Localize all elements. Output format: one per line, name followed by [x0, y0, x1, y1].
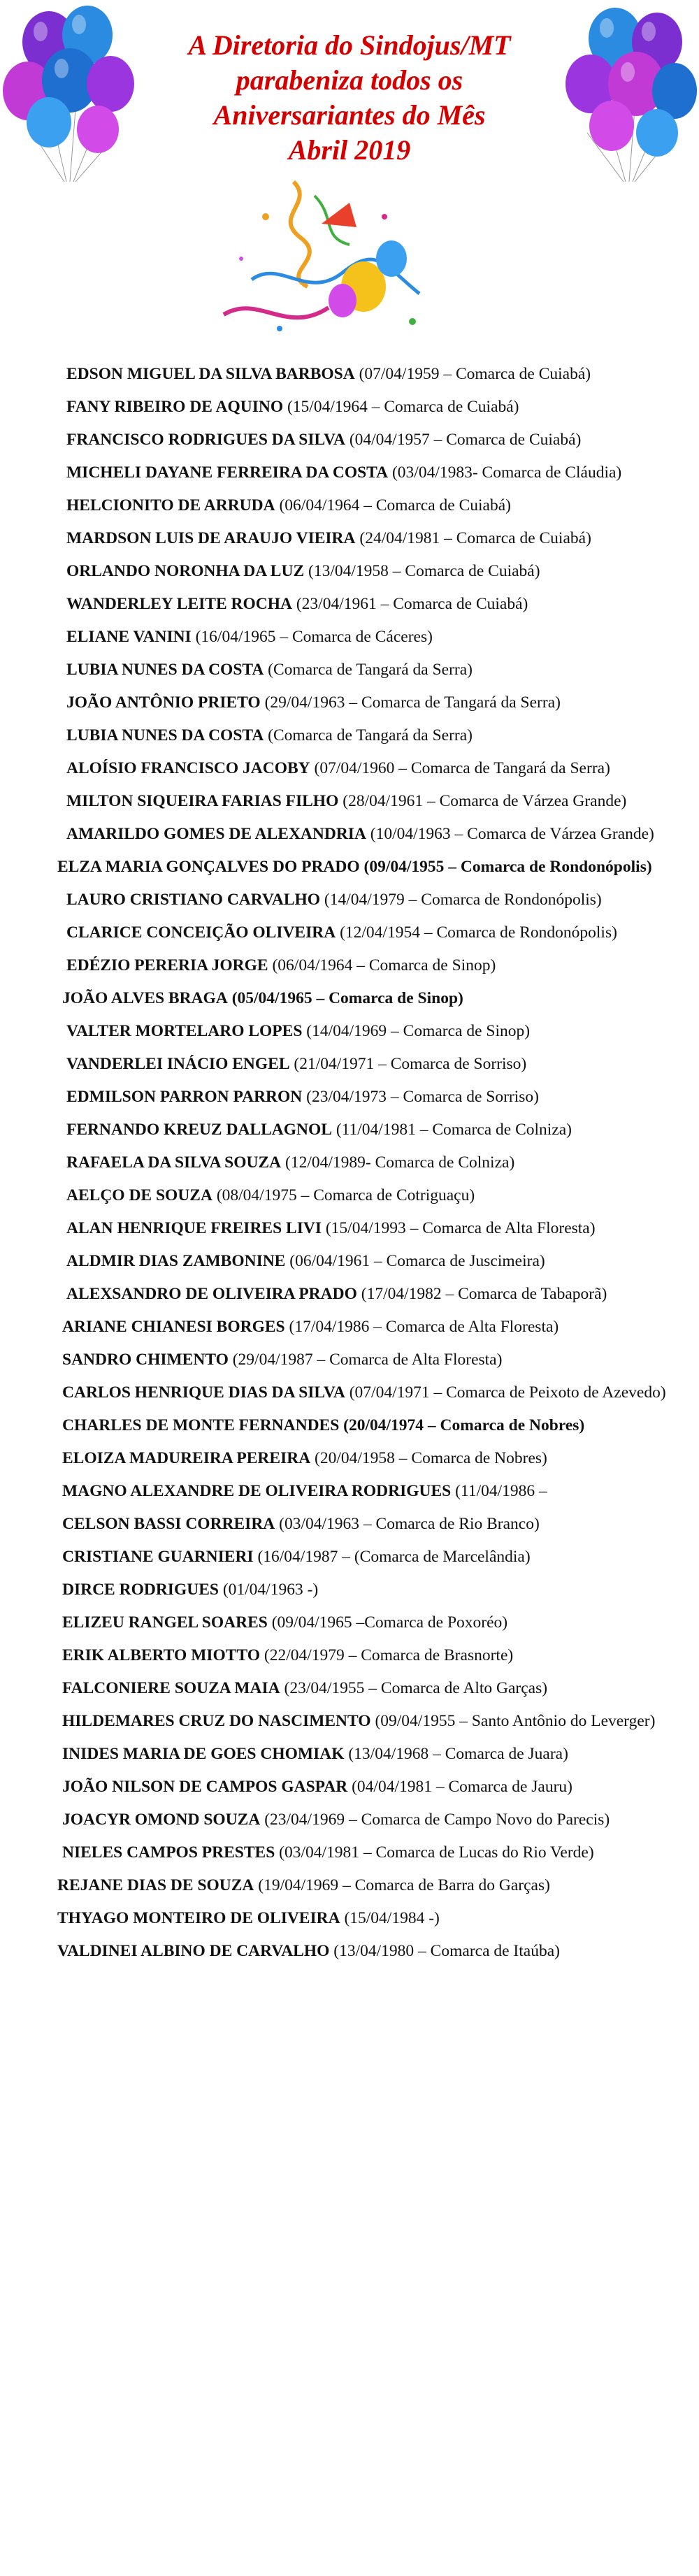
member-name: JOÃO NILSON DE CAMPOS GASPAR	[62, 1778, 348, 1796]
member-details: (07/04/1960 – Comarca de Tangará da Serra)	[314, 759, 610, 777]
list-item	[66, 1249, 682, 1282]
member-details: (Comarca de Tangará da Serra)	[268, 661, 473, 679]
member-name: WANDERLEY LEITE ROCHA	[66, 595, 292, 613]
list-item	[66, 789, 682, 822]
list-item	[62, 1348, 682, 1381]
member-details: (06/04/1964 – Comarca de Cuiabá)	[279, 496, 511, 515]
party-serpentine-icon	[210, 175, 440, 350]
member-name: DIRCE RODRIGUES	[62, 1581, 219, 1599]
member-name: CRISTIANE GUARNIERI	[62, 1548, 254, 1566]
list-item	[66, 822, 682, 855]
member-details: (11/04/1981 – Comarca de Colniza)	[336, 1121, 572, 1139]
title-line: A Diretoria do Sindojus/MT	[188, 29, 511, 61]
list-item	[66, 1183, 682, 1216]
member-name: ARIANE CHIANESI BORGES	[62, 1318, 285, 1336]
member-name: INIDES MARIA DE GOES CHOMIAK	[62, 1745, 345, 1763]
member-details: (03/04/1983- Comarca de Cláudia)	[391, 463, 622, 482]
member-name: FALCONIERE SOUZA MAIA	[62, 1679, 280, 1697]
member-name: REJANE DIAS DE SOUZA	[57, 1876, 254, 1894]
member-name: ORLANDO NORONHA DA LUZ	[66, 562, 305, 580]
member-details: (09/04/1955 – Comarca de Rondonópolis)	[363, 858, 652, 876]
member-name: CHARLES DE MONTE FERNANDES	[62, 1416, 340, 1434]
balloons-right-icon	[559, 0, 699, 189]
member-name: MAGNO ALEXANDRE DE OLIVEIRA RODRIGUES	[62, 1482, 452, 1500]
member-details: (15/04/1993 – Comarca de Alta Floresta)	[325, 1219, 596, 1237]
member-details: (04/04/1981 – Comarca de Jauru)	[352, 1778, 572, 1796]
member-details: (23/04/1969 – Comarca de Campo Novo do Parecis)	[264, 1811, 610, 1829]
list-item	[62, 1545, 682, 1578]
member-name: AELÇO DE SOUZA	[66, 1186, 212, 1204]
member-details: (12/04/1989- Comarca de Colniza)	[285, 1153, 515, 1172]
member-name: NIELES CAMPOS PRESTES	[62, 1843, 275, 1862]
list-item	[66, 1085, 682, 1118]
member-details: (14/04/1969 – Comarca de Sinop)	[306, 1022, 531, 1040]
list-item	[62, 1709, 682, 1742]
member-details: (19/04/1969 – Comarca de Barra do Garças)	[258, 1876, 550, 1894]
list-item	[62, 1512, 682, 1545]
list-item	[66, 724, 682, 756]
member-name: MILTON SIQUEIRA FARIAS FILHO	[66, 792, 339, 810]
list-item	[57, 855, 682, 888]
member-details: (12/04/1954 – Comarca de Rondonópolis)	[340, 923, 617, 942]
member-details: (20/04/1974 – Comarca de Nobres)	[343, 1416, 585, 1434]
member-name: ALAN HENRIQUE FREIRES LIVI	[66, 1219, 322, 1237]
member-name: ALDMIR DIAS ZAMBONINE	[66, 1252, 286, 1270]
member-details: (08/04/1975 – Comarca de Cotriguaçu)	[216, 1186, 475, 1204]
list-item	[66, 559, 682, 592]
list-item	[62, 1841, 682, 1873]
member-name: CLARICE CONCEIÇÃO OLIVEIRA	[66, 923, 336, 942]
list-item	[57, 1873, 682, 1906]
member-details: (13/04/1968 – Comarca de Juara)	[348, 1745, 568, 1763]
list-item	[66, 954, 682, 986]
list-item	[57, 1906, 682, 1939]
member-name: THYAGO MONTEIRO DE OLIVEIRA	[57, 1909, 340, 1927]
member-name: VANDERLEI INÁCIO ENGEL	[66, 1055, 290, 1073]
member-details: (04/04/1957 – Comarca de Cuiabá)	[349, 431, 582, 449]
member-name: ALEXSANDRO DE OLIVEIRA PRADO	[66, 1285, 357, 1303]
member-details: (16/04/1987 – (Comarca de Marcelândia)	[257, 1548, 531, 1566]
list-item	[66, 691, 682, 724]
member-details: (13/04/1958 – Comarca de Cuiabá)	[308, 562, 540, 580]
member-details: (14/04/1979 – Comarca de Rondonópolis)	[324, 891, 602, 909]
member-name: ERIK ALBERTO MIOTTO	[62, 1646, 260, 1664]
member-name: JOÃO ALVES BRAGA	[62, 989, 228, 1007]
list-item	[66, 592, 682, 625]
list-item	[62, 1578, 682, 1611]
member-name: EDÉZIO PERERIA JORGE	[66, 956, 268, 974]
list-item	[66, 1282, 682, 1315]
list-item	[66, 395, 682, 428]
member-details: (17/04/1982 – Comarca de Tabaporã)	[361, 1285, 607, 1303]
member-details: (29/04/1963 – Comarca de Tangará da Serra)	[264, 693, 561, 712]
member-name: JOACYR OMOND SOUZA	[62, 1811, 261, 1829]
list-item	[66, 526, 682, 559]
member-details: (07/04/1971 – Comarca de Peixoto de Azevedo)	[349, 1383, 666, 1402]
list-item	[62, 1413, 682, 1446]
member-details: (20/04/1958 – Comarca de Nobres)	[315, 1449, 547, 1467]
header-banner	[0, 0, 699, 350]
member-name: LUBIA NUNES DA COSTA	[66, 726, 264, 744]
member-name: EDMILSON PARRON PARRON	[66, 1088, 303, 1106]
member-name: MARDSON LUIS DE ARAUJO VIEIRA	[66, 529, 356, 547]
member-details: (29/04/1987 – Comarca de Alta Floresta)	[232, 1351, 503, 1369]
list-item	[66, 756, 682, 789]
member-details: (06/04/1964 – Comarca de Sinop)	[272, 956, 496, 974]
list-item	[62, 1479, 682, 1512]
list-item	[66, 1216, 682, 1249]
member-name: JOÃO ANTÔNIO PRIETO	[66, 693, 261, 712]
member-details: (07/04/1959 – Comarca de Cuiabá)	[359, 365, 591, 383]
member-details: (23/04/1961 – Comarca de Cuiabá)	[296, 595, 528, 613]
member-details: (09/04/1965 –Comarca de Poxoréo)	[271, 1613, 508, 1632]
member-name: HELCIONITO DE ARRUDA	[66, 496, 275, 515]
list-item	[66, 888, 682, 921]
member-name: ELIZEU RANGEL SOARES	[62, 1613, 268, 1632]
list-item	[62, 1315, 682, 1348]
member-details: (16/04/1965 – Comarca de Cáceres)	[195, 628, 433, 646]
member-details: (23/04/1973 – Comarca de Sorriso)	[306, 1088, 539, 1106]
title-line: Abril 2019	[288, 134, 411, 166]
member-name: ALOÍSIO FRANCISCO JACOBY	[66, 759, 310, 777]
member-details: (15/04/1964 – Comarca de Cuiabá)	[287, 398, 519, 416]
member-details: (15/04/1984 -)	[344, 1909, 440, 1927]
member-name: SANDRO CHIMENTO	[62, 1351, 229, 1369]
list-item	[66, 658, 682, 691]
member-name: CELSON BASSI CORREIRA	[62, 1515, 275, 1533]
page-title	[133, 28, 566, 168]
member-details: (01/04/1963 -)	[222, 1581, 319, 1599]
member-details: (Comarca de Tangará da Serra)	[268, 726, 473, 744]
member-details: (10/04/1963 – Comarca de Várzea Grande)	[370, 825, 654, 843]
member-name: LAURO CRISTIANO CARVALHO	[66, 891, 321, 909]
list-item	[66, 461, 682, 494]
member-details: (06/04/1961 – Comarca de Juscimeira)	[289, 1252, 545, 1270]
member-details: (03/04/1963 – Comarca de Rio Branco)	[279, 1515, 540, 1533]
list-item	[66, 1019, 682, 1052]
member-details: (28/04/1961 – Comarca de Várzea Grande)	[343, 792, 627, 810]
list-item	[66, 1151, 682, 1183]
member-name: VALTER MORTELARO LOPES	[66, 1022, 303, 1040]
balloons-left-icon	[0, 0, 140, 189]
list-item	[66, 1118, 682, 1151]
member-name: FERNANDO KREUZ DALLAGNOL	[66, 1121, 332, 1139]
list-item	[62, 1381, 682, 1413]
member-name: FRANCISCO RODRIGUES DA SILVA	[66, 431, 345, 449]
list-item	[62, 1611, 682, 1643]
member-name: EDSON MIGUEL DA SILVA BARBOSA	[66, 365, 355, 383]
birthday-list	[57, 362, 682, 1972]
member-name: ELZA MARIA GONÇALVES DO PRADO	[57, 858, 360, 876]
list-item	[57, 1939, 682, 1972]
member-name: ELOIZA MADUREIRA PEREIRA	[62, 1449, 311, 1467]
member-details: (09/04/1955 – Santo Antônio do Leverger)	[375, 1712, 656, 1730]
member-details: (23/04/1955 – Comarca de Alto Garças)	[284, 1679, 548, 1697]
list-item	[66, 625, 682, 658]
member-details: (17/04/1986 – Comarca de Alta Floresta)	[289, 1318, 559, 1336]
member-details: (03/04/1981 – Comarca de Lucas do Rio Verde)	[279, 1843, 594, 1862]
member-details: (24/04/1981 – Comarca de Cuiabá)	[359, 529, 591, 547]
list-item	[62, 1643, 682, 1676]
list-item	[62, 1446, 682, 1479]
member-name: ELIANE VANINI	[66, 628, 192, 646]
list-item	[62, 1676, 682, 1709]
list-item	[66, 921, 682, 954]
member-details: (11/04/1986 –	[455, 1482, 547, 1500]
title-line: parabeniza todos os	[236, 64, 463, 96]
member-name: FANY RIBEIRO DE AQUINO	[66, 398, 284, 416]
member-name: AMARILDO GOMES DE ALEXANDRIA	[66, 825, 366, 843]
member-name: LUBIA NUNES DA COSTA	[66, 661, 264, 679]
member-name: RAFAELA DA SILVA SOUZA	[66, 1153, 282, 1172]
member-name: MICHELI DAYANE FERREIRA DA COSTA	[66, 463, 389, 482]
list-item	[62, 1775, 682, 1808]
list-item	[66, 1052, 682, 1085]
list-item	[66, 362, 682, 395]
member-name: CARLOS HENRIQUE DIAS DA SILVA	[62, 1383, 345, 1402]
member-details: (05/04/1965 – Comarca de Sinop)	[231, 989, 463, 1007]
list-item	[62, 1808, 682, 1841]
list-item	[66, 428, 682, 461]
member-details: (21/04/1971 – Comarca de Sorriso)	[294, 1055, 527, 1073]
list-item	[62, 986, 682, 1019]
member-name: HILDEMARES CRUZ DO NASCIMENTO	[62, 1712, 371, 1730]
member-details: (13/04/1980 – Comarca de Itaúba)	[333, 1942, 560, 1960]
member-details: (22/04/1979 – Comarca de Brasnorte)	[264, 1646, 514, 1664]
list-item	[62, 1742, 682, 1775]
title-line: Aniversariantes do Mês	[213, 99, 486, 131]
list-item	[66, 494, 682, 526]
member-name: VALDINEI ALBINO DE CARVALHO	[57, 1942, 330, 1960]
